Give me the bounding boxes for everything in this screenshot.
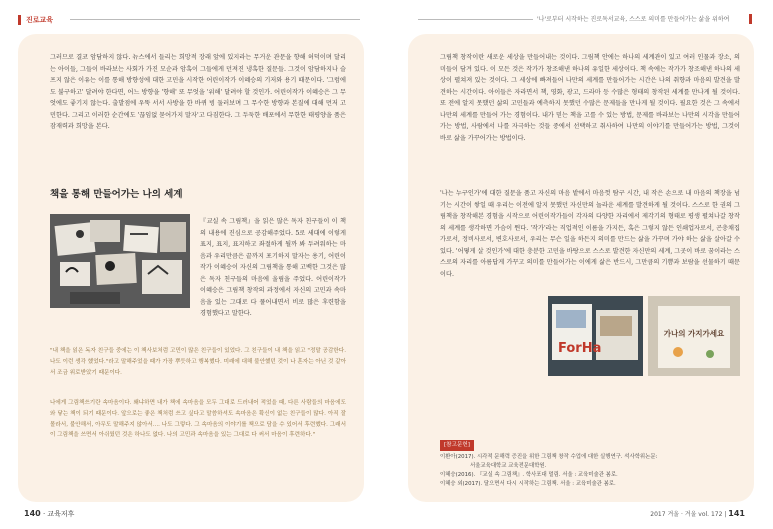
- intro-paragraph: 그러므로 결코 암담하지 않다. 뉴스에서 들리는 희망적 장래 앞에 있지라는 무거운 관문을 향해 허덕이며 달리는 아이들, 그들이 바라보는 사회가 가진 모순과 암혹이 그들에게 던져진 냉혹한 질문들. 그것이 암담하지나 슬프지 않은 이유는 이를 통해 방향성에 대한 고민을 시작한 어린이작가 이혜승의 기저와 용기 때문이다. '그럼에도 불구하고' 달려야 한다면, 어느 방향을 '향해' 또 무엇을 '위해' 달려야 할 것인가. 어린이작가 이혜승은 그 무엇에도 좋기지 않는다. 출발점에 우뚝 서서 사방을 한 바퀴 빙 둘러보며 그 무수한 방향과 본질에 대해 먼저 고민한다. 그리고 이러한 순간에도 '끊임없 묻어가지 말자'고 다짐한다. 그 두둑한 배포에서 무한한 태평양을 품은 잠재력과 희망을 본다.: [50, 54, 346, 130]
- body-paragraph-text: 『교실 속 그림책』을 읽은 많은 독자 친구들이 이 책의 내용에 진심으로 공감해주었다. 5로 세대에 이렇게 표지, 표지, 표지하고 좌절하게 될까 봐 두려워하는 마음과 우리만큼은 끝까지 포기하지 말자는 용기, 어린이작가 이혜승이 자신의 그림책을 통해 고백한 그것은 많은 독자 친구들의 마음에 울림을 주었다. 어린이작가 이혜승은 그림책 창작의 과정에서 자신의 고민과 속마음을 있는 그대로 다 풀어내면서 비로 많은 후련함을 경험했다고 말한다.: [200, 218, 346, 317]
- right-page-number: 141: [728, 509, 745, 518]
- student-quote-1: "내 책을 읽은 독자 친구들 중에는 이 책사보처럼 고민이 많은 친구들이 있었다. 그 친구들이 내 책을 읽고 "정말 공감한다. 나도 이런 생각 했었다."라고 말해주었을 때가 가장 뿌듯하고 행복했다. 미래에 대해 불안했던 것이 나 혼자는 아닌 것 같아서 조금 위로받았기 때문이다.: [50, 348, 346, 376]
- right-paragraph-2-top: [440, 188, 740, 292]
- reference-item: 이혜승(2016). 『교실 속 그림책』. 학사포대 멀림. 서울 : 교육미술관 봄로.: [440, 472, 618, 478]
- issue-label: 2017 겨울 · 겨울 vol. 172: [650, 511, 723, 518]
- children-artwork-art: [548, 296, 643, 376]
- header-accent-bar-right: [749, 14, 752, 24]
- body-paragraph-right-of-photo: [200, 216, 346, 320]
- reference-item: 이혜승 외(2017). 달으면서 다시 시작하는 그림책. 서울 : 교육미술관 봄로.: [440, 481, 616, 487]
- workshop-photo-art: [50, 214, 190, 308]
- header-rule-left: [70, 19, 360, 20]
- student-quote-2: 나에게 그림책쓰기란 속마음이다. 왜냐하면 내가 책에 속마음을 모두 그대로 드러내어 적었을 때, 다른 사람들의 마음에도 와 닿는 책이 되기 때문이다. 앞으로는 좋은 책처럼 쓰고 싶다고 말씀하셔도 속마음은 확신이 없는 친구들이 많다. 아직 잘 몰라서, 불안해서, 아무도 말해주지 않아서.... 나도 그렇다. 그 속마음의 이야기를 책으로 담을 수 있어서 후련했다. 그래서 이 그림책을 쓰면서 아쉬웠던 것은 하나도 없다. 나의 고민과 속마음을 있는 그대로 다 써서 마음이 후련하다.": [50, 400, 346, 439]
- section-label: 진로교육: [26, 16, 54, 24]
- left-page-number: 140: [24, 509, 41, 518]
- section-title: 책을 통해 만들어가는 나의 세계: [50, 189, 183, 200]
- header-accent-bar: [18, 15, 21, 25]
- book-cover-title: 가나의 가지가세요: [663, 329, 725, 338]
- picture-book-photo: [648, 296, 740, 376]
- right-folio: 2017 겨울 · 겨울 vol. 172 | 141: [650, 509, 745, 518]
- right-paragraph-2-text: '나는 누구인가'에 대한 질문을 품고 자신의 마음 밭에서 마음껏 탐구 시간, 내 작은 손으로 내 마음의 책장을 넘기는 시간이 쌓일 때 우리는 이전에 알지 못했던 자신만의 놀라운 세계를 발견하게 될 것이다. 스스로 한 권의 그림책을 창작해본 경험을 시작으로 어린이작가들이 각자의 다양한 자리에서 제각기의 형태로 평생 펼쳐나갈 창작의 세계를 생각하면 가슴이 뛴다. '작가'라는 직업적인 이름을 가지든, 혹은 그렇지 않든 인쇄업자로서, 곤충채집가로서, 정비사로서, 변호사로서, 우리는 무슨 일을 하든지 의미를 만드는 삶을 가꾸며 가야 하는 삶을 살아갈 수 있다. '어떻게 살 것인가'에 대한 충분한 고민을 바탕으로 스스로 발견한 자신만의 세계, 그곳이 바로 꿈이라는 스스로의 자리를 아름답게 가꾸고 의미를 만들어가는 이에게 삶은 반드시, 그만큼의 기쁨과 보람을 선물하기 때문이다.: [440, 190, 740, 278]
- reference-item: 서울교육대학교 교육전문대학원.: [470, 463, 547, 469]
- workshop-photo: [50, 214, 190, 308]
- left-folio: 140 · 교육저후: [24, 509, 75, 518]
- header-rule-right: [418, 19, 533, 20]
- magazine-name: 교육저후: [47, 510, 75, 518]
- reference-item: 이환아(2017). 시각적 문해력 증진을 위한 그림책 창작 수업에 대한 실행연구. 석사학위논문:: [440, 454, 658, 460]
- right-paragraph-1: 그림책 창작이란 새로운 세상을 만들어내는 것이다. 그림책 안에는 하나의 세계관이 있고 여러 인물과 장소, 의미들이 담겨 있다. 이 모든 것은 작가가 창조해낸 하나의 유일한 세상이다. 책 속에는 작가가 창조해낸 하나의 세상이 펼쳐져 있는 것이다. 그 세상에 빠져들어 나만의 세계를 만들어가는 시간은 나의 취향과 마음의 발견을 발견하는 시간이다. 아이들은 자라면서 책, 영화, 광고, 드라마 등 수많은 형태의 창작된 세계를 만나게 될 것이다. 또 전에 알지 못했던 삶의 고민들과 예측하지 못했던 수많은 문제들을 만나게 될 것이다. 필요한 것은 그 속에서 나만의 세계를 만들어 가는 경험이다. 내가 믿는 책을 고를 수 있는 방법, 문제를 바라보는 나만의 시각을 만들어가는 방법, 사람에서 나를 자극하는 것들 중에서 선택하고 취사하여 나만의 이야기를 만들어가는 방법, 그것이 바로 삶을 가꾸어가는 방법이다.: [440, 54, 740, 142]
- artwork-red-lettering: ForHa: [558, 341, 602, 356]
- children-artwork-photo: [548, 296, 643, 376]
- references: [440, 440, 740, 489]
- picture-book-art: [648, 296, 740, 376]
- references-title: [참고문헌]: [440, 440, 474, 451]
- article-title-header: '나'로부터 시작하는 진로독서교육, 스스로 의미를 만들어가는 삶을 위하여: [537, 16, 730, 23]
- left-running-header: [18, 14, 53, 26]
